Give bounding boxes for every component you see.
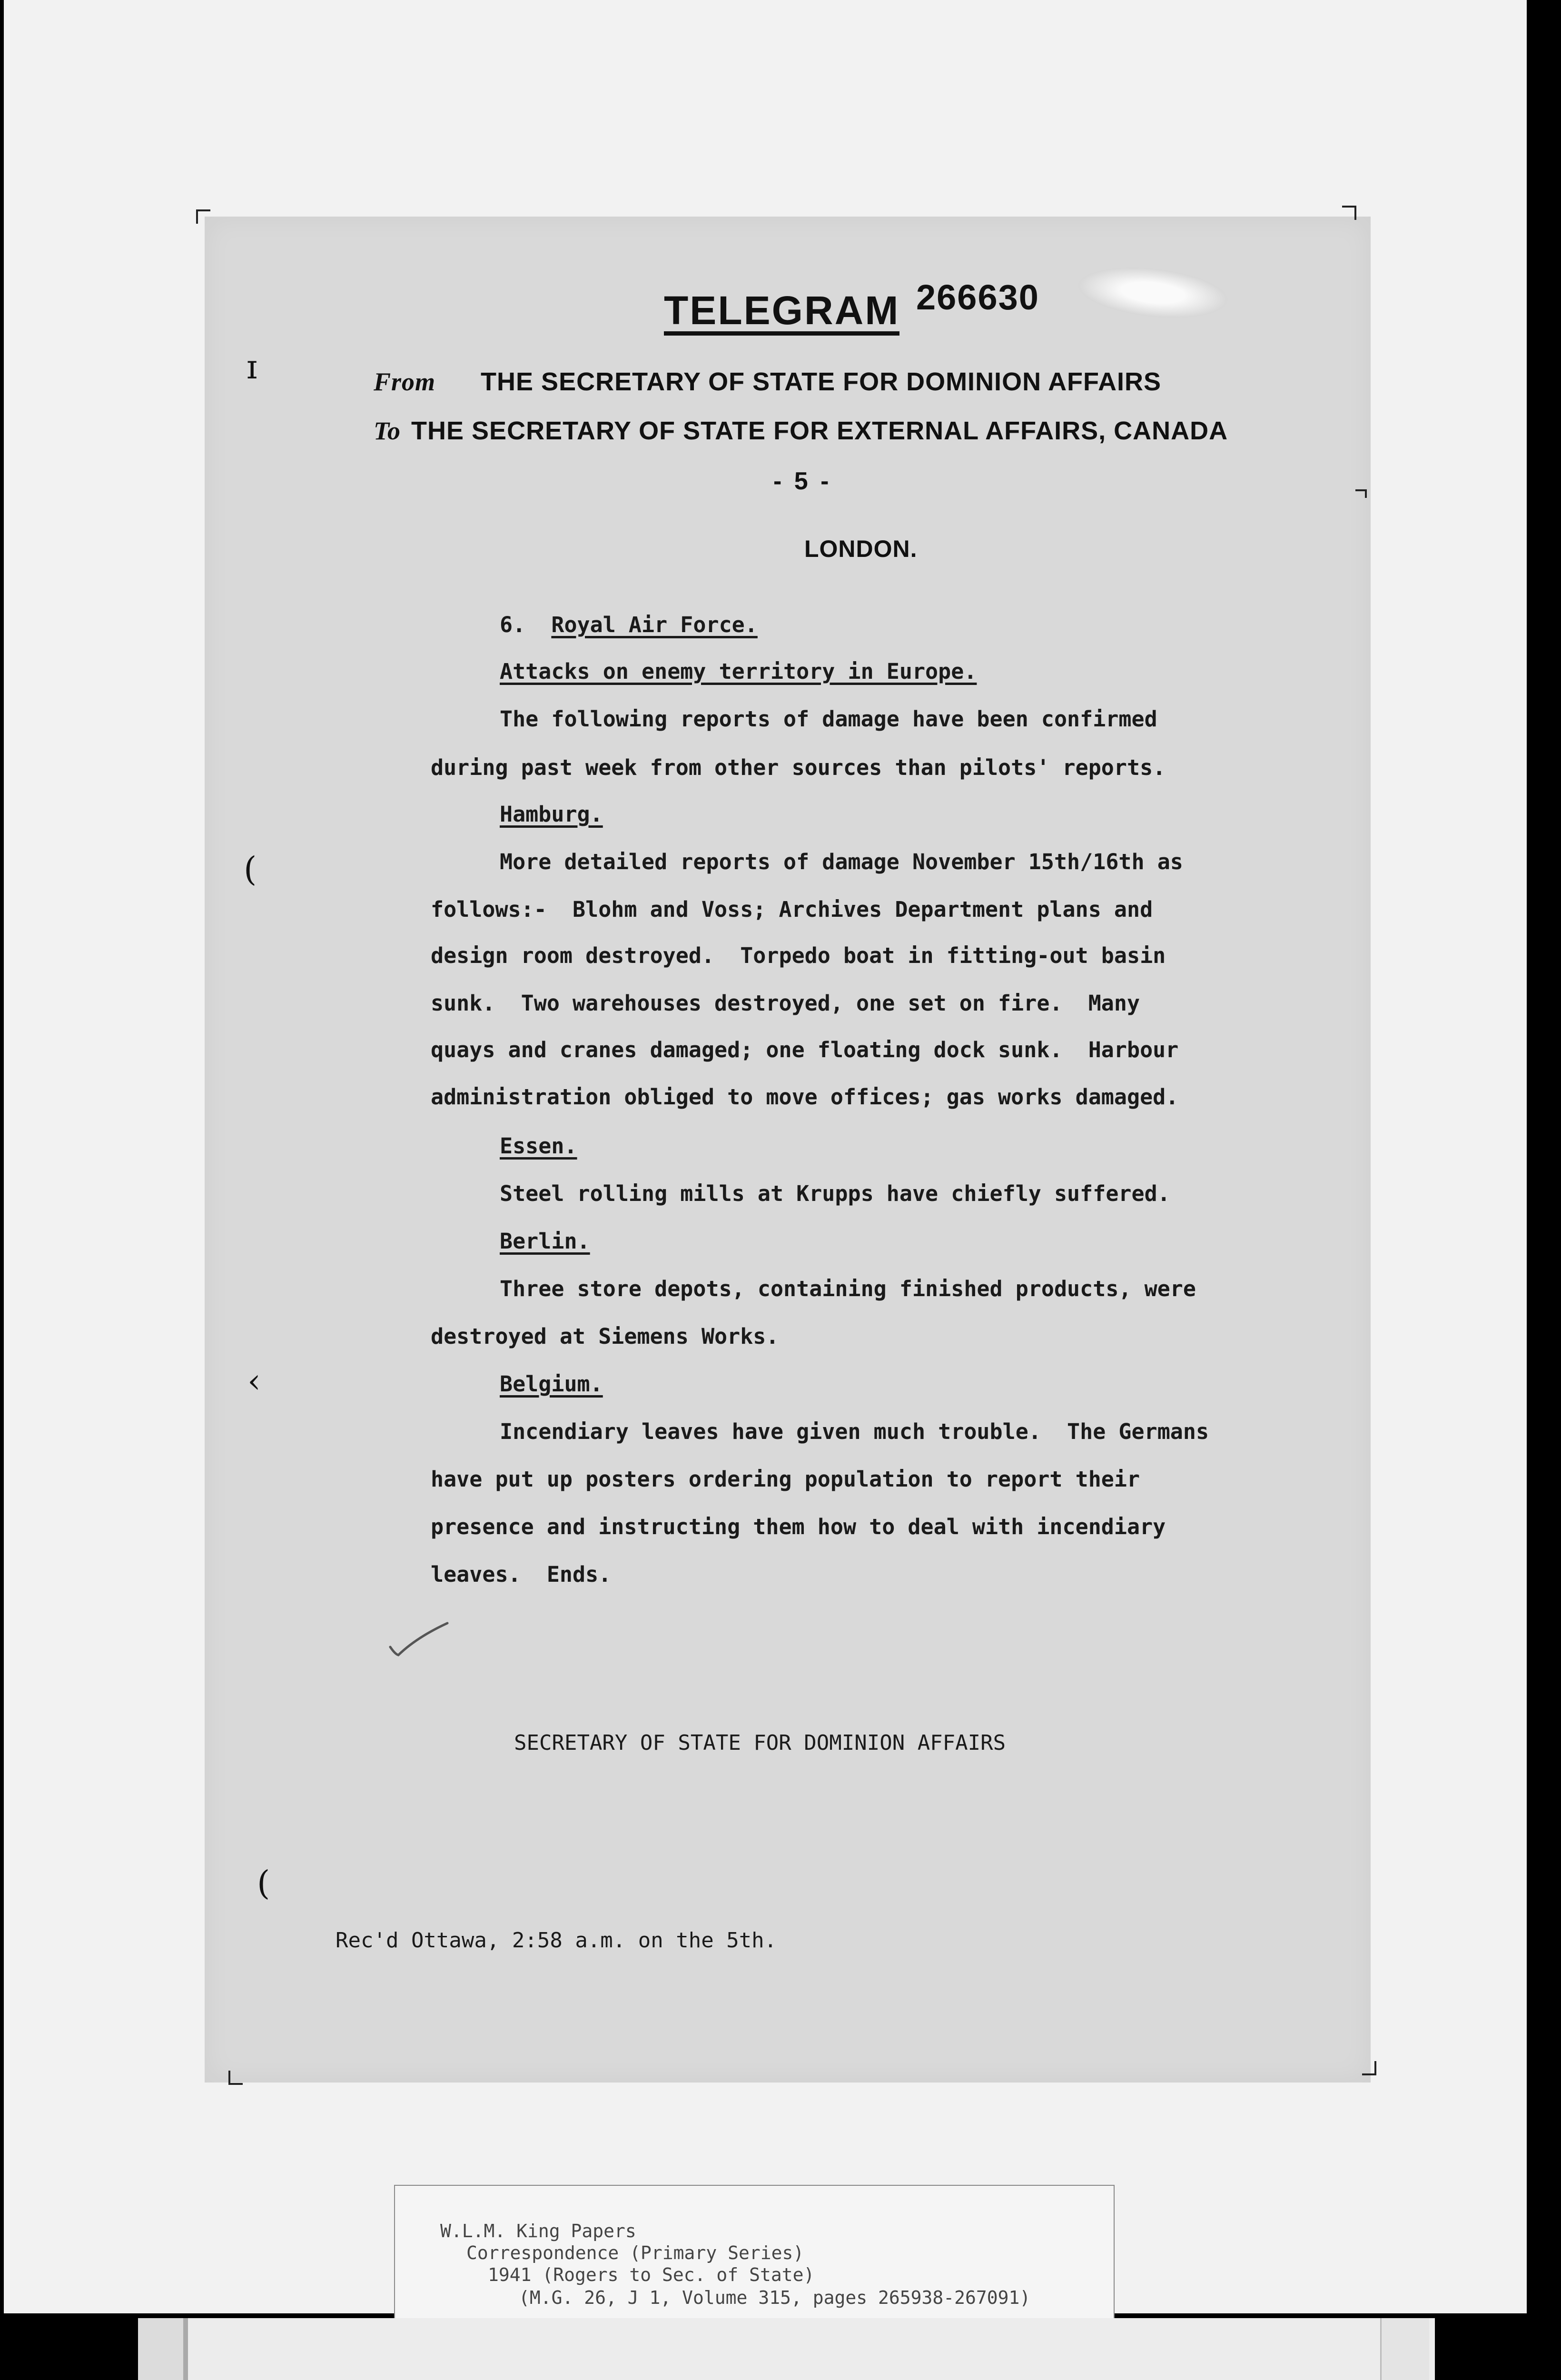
punch-hole-mark: ‹ — [247, 1361, 261, 1400]
berlin-heading: Berlin. — [500, 1229, 590, 1254]
paragraph-line: leaves. Ends. — [431, 1562, 612, 1587]
card-edge-right — [1380, 2318, 1429, 2380]
from-value: THE SECRETARY OF STATE FOR DOMINION AFFAIRS — [481, 367, 1162, 396]
to-value: THE SECRETARY OF STATE FOR EXTERNAL AFFAIRS, CANADA — [411, 416, 1228, 445]
paragraph-line: destroyed at Siemens Works. — [431, 1324, 779, 1349]
archives-card — [183, 2318, 1435, 2380]
paragraph-line: presence and instructing them how to deal with incendiary — [431, 1514, 1166, 1539]
corner-mark-top-right — [1342, 206, 1356, 220]
paragraph-line: Steel rolling mills at Krupps have chiefly suffered. — [500, 1181, 1170, 1206]
hamburg-heading: Hamburg. — [500, 802, 603, 827]
corner-mark-bottom-left — [228, 2071, 243, 2085]
reference-line: W.L.M. King Papers — [440, 2221, 636, 2241]
paragraph-line: More detailed reports of damage November 15th/16th as — [500, 849, 1183, 874]
to-line — [374, 418, 1228, 444]
punch-hole-mark: ( — [257, 1864, 270, 1903]
paragraph-line: The following reports of damage have been confirmed — [500, 706, 1157, 732]
paragraph-line: follows:- Blohm and Voss; Archives Department plans and — [431, 897, 1153, 922]
corner-mark-top-left — [196, 209, 210, 224]
paragraph-line: have put up posters ordering population to report their — [431, 1467, 1140, 1492]
telegram-title: TELEGRAM — [664, 290, 899, 336]
paragraph-line: Three store depots, containing finished products, were — [500, 1276, 1196, 1301]
card-edge-left — [138, 2318, 190, 2380]
place-line: LONDON. — [804, 536, 918, 562]
punch-hole-mark: ɪ — [247, 347, 257, 387]
received-line: Rec'd Ottawa, 2:58 a.m. on the 5th. — [336, 1928, 777, 1953]
paragraph-line: Incendiary leaves have given much trouble. The Germans — [500, 1419, 1209, 1444]
punch-hole-mark: ( — [244, 850, 257, 889]
telegram-number: 266630 — [916, 278, 1039, 317]
belgium-heading: Belgium. — [500, 1371, 603, 1397]
from-label: From — [374, 367, 436, 396]
paragraph-line: sunk. Two warehouses destroyed, one set on fire. Many — [431, 991, 1140, 1016]
section-number: 6. — [500, 612, 526, 637]
from-line — [374, 369, 1161, 395]
paragraph-line: during past week from other sources than pilots' reports. — [431, 755, 1166, 780]
section-heading — [500, 614, 758, 635]
corner-mark-bottom-right — [1362, 2061, 1376, 2075]
reference-line: 1941 (Rogers to Sec. of State) — [488, 2264, 815, 2285]
to-label: To — [374, 416, 401, 445]
paragraph-line: quays and cranes damaged; one floating dock sunk. Harbour — [431, 1037, 1179, 1062]
telegram-sheet — [205, 217, 1371, 2082]
section-subtitle: Attacks on enemy territory in Europe. — [500, 659, 977, 684]
essen-heading: Essen. — [500, 1133, 577, 1159]
signature-line: SECRETARY OF STATE FOR DOMINION AFFAIRS — [514, 1731, 1006, 1755]
paragraph-line: administration obliged to move offices; gas works damaged. — [431, 1084, 1179, 1110]
page-number: - 5 - — [773, 467, 832, 495]
section-title: Royal Air Force. — [551, 612, 758, 637]
handwritten-tick — [388, 1621, 450, 1659]
reference-line: Correspondence (Primary Series) — [466, 2242, 804, 2263]
corner-mark-mid-right — [1355, 489, 1367, 498]
paragraph-line: design room destroyed. Torpedo boat in fitting-out basin — [431, 943, 1166, 968]
reference-line: (M.G. 26, J 1, Volume 315, pages 265938-267091) — [519, 2287, 1031, 2308]
